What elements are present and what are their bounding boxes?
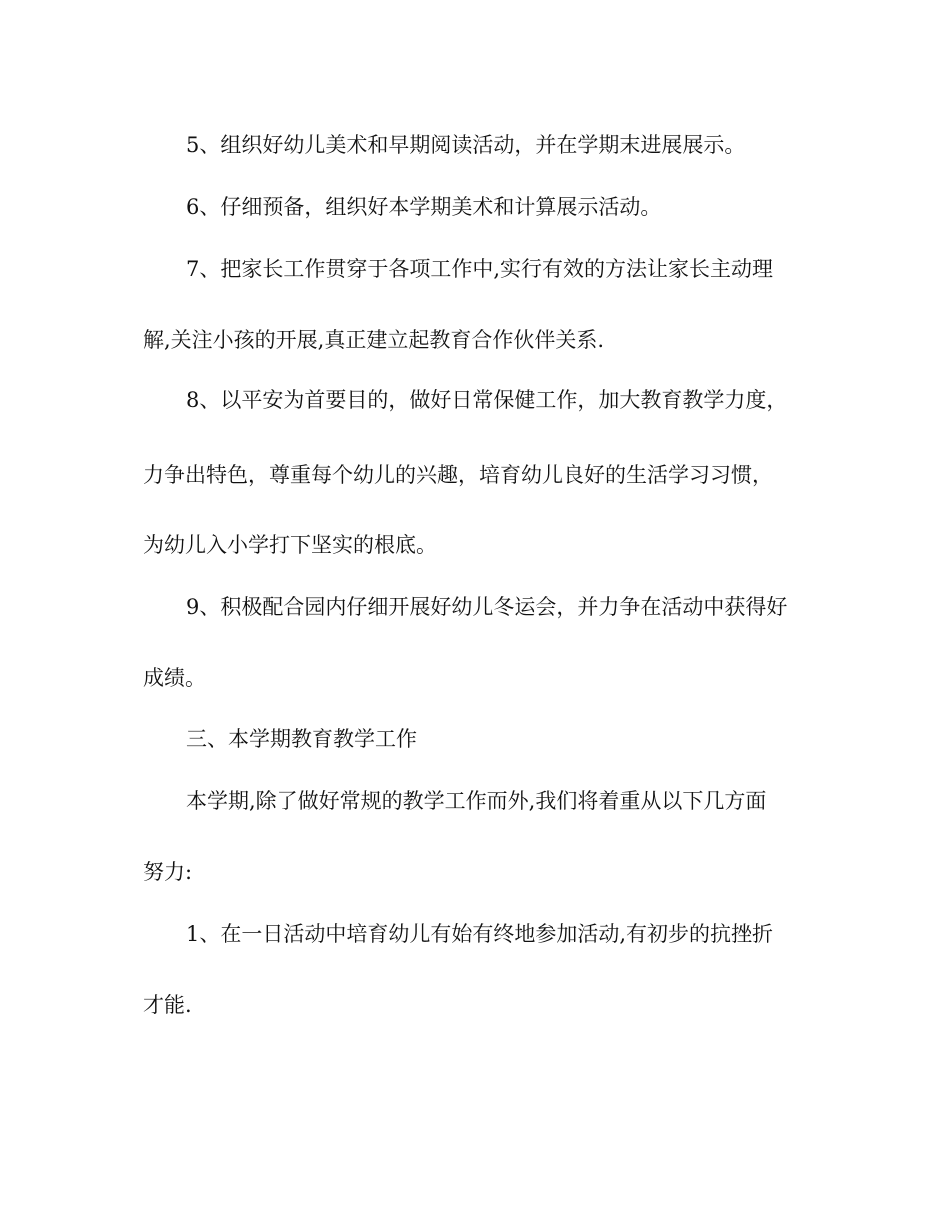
paragraph-item-8-line-3: 为幼儿入小学打下坚实的根底。 bbox=[143, 533, 437, 557]
list-item-1-line-1: 1、在一日活动中培育幼儿有始有终地参加活动,有初步的抗挫折 bbox=[186, 922, 774, 946]
list-item-1-line-2: 才能. bbox=[143, 993, 192, 1017]
paragraph-item-7-line-1: 7、把家长工作贯穿于各项工作中,实行有效的方法让家长主动理 bbox=[186, 257, 774, 281]
paragraph-item-6: 6、仔细预备，组织好本学期美术和计算展示活动。 bbox=[186, 195, 662, 219]
paragraph-item-9-line-1: 9、积极配合园内仔细开展好幼儿冬运会，并力争在活动中获得好 bbox=[186, 595, 788, 619]
paragraph-item-7-line-2: 解,关注小孩的开展,真正建立起教育合作伙伴关系. bbox=[143, 328, 605, 352]
paragraph-item-5: 5、组织好幼儿美术和早期阅读活动，并在学期末进展展示。 bbox=[186, 133, 746, 157]
section-heading: 三、本学期教育教学工作 bbox=[186, 727, 417, 751]
paragraph-item-8-line-2: 力争出特色，尊重每个幼儿的兴趣，培育幼儿良好的生活学习习惯， bbox=[143, 463, 773, 487]
intro-paragraph-line-2: 努力: bbox=[143, 860, 193, 884]
paragraph-item-8-line-1: 8、以平安为首要目的，做好日常保健工作，加大教育教学力度， bbox=[186, 388, 788, 412]
intro-paragraph-line-1: 本学期,除了做好常规的教学工作而外,我们将着重从以下几方面 bbox=[186, 789, 767, 813]
paragraph-item-9-line-2: 成绩。 bbox=[143, 666, 206, 690]
